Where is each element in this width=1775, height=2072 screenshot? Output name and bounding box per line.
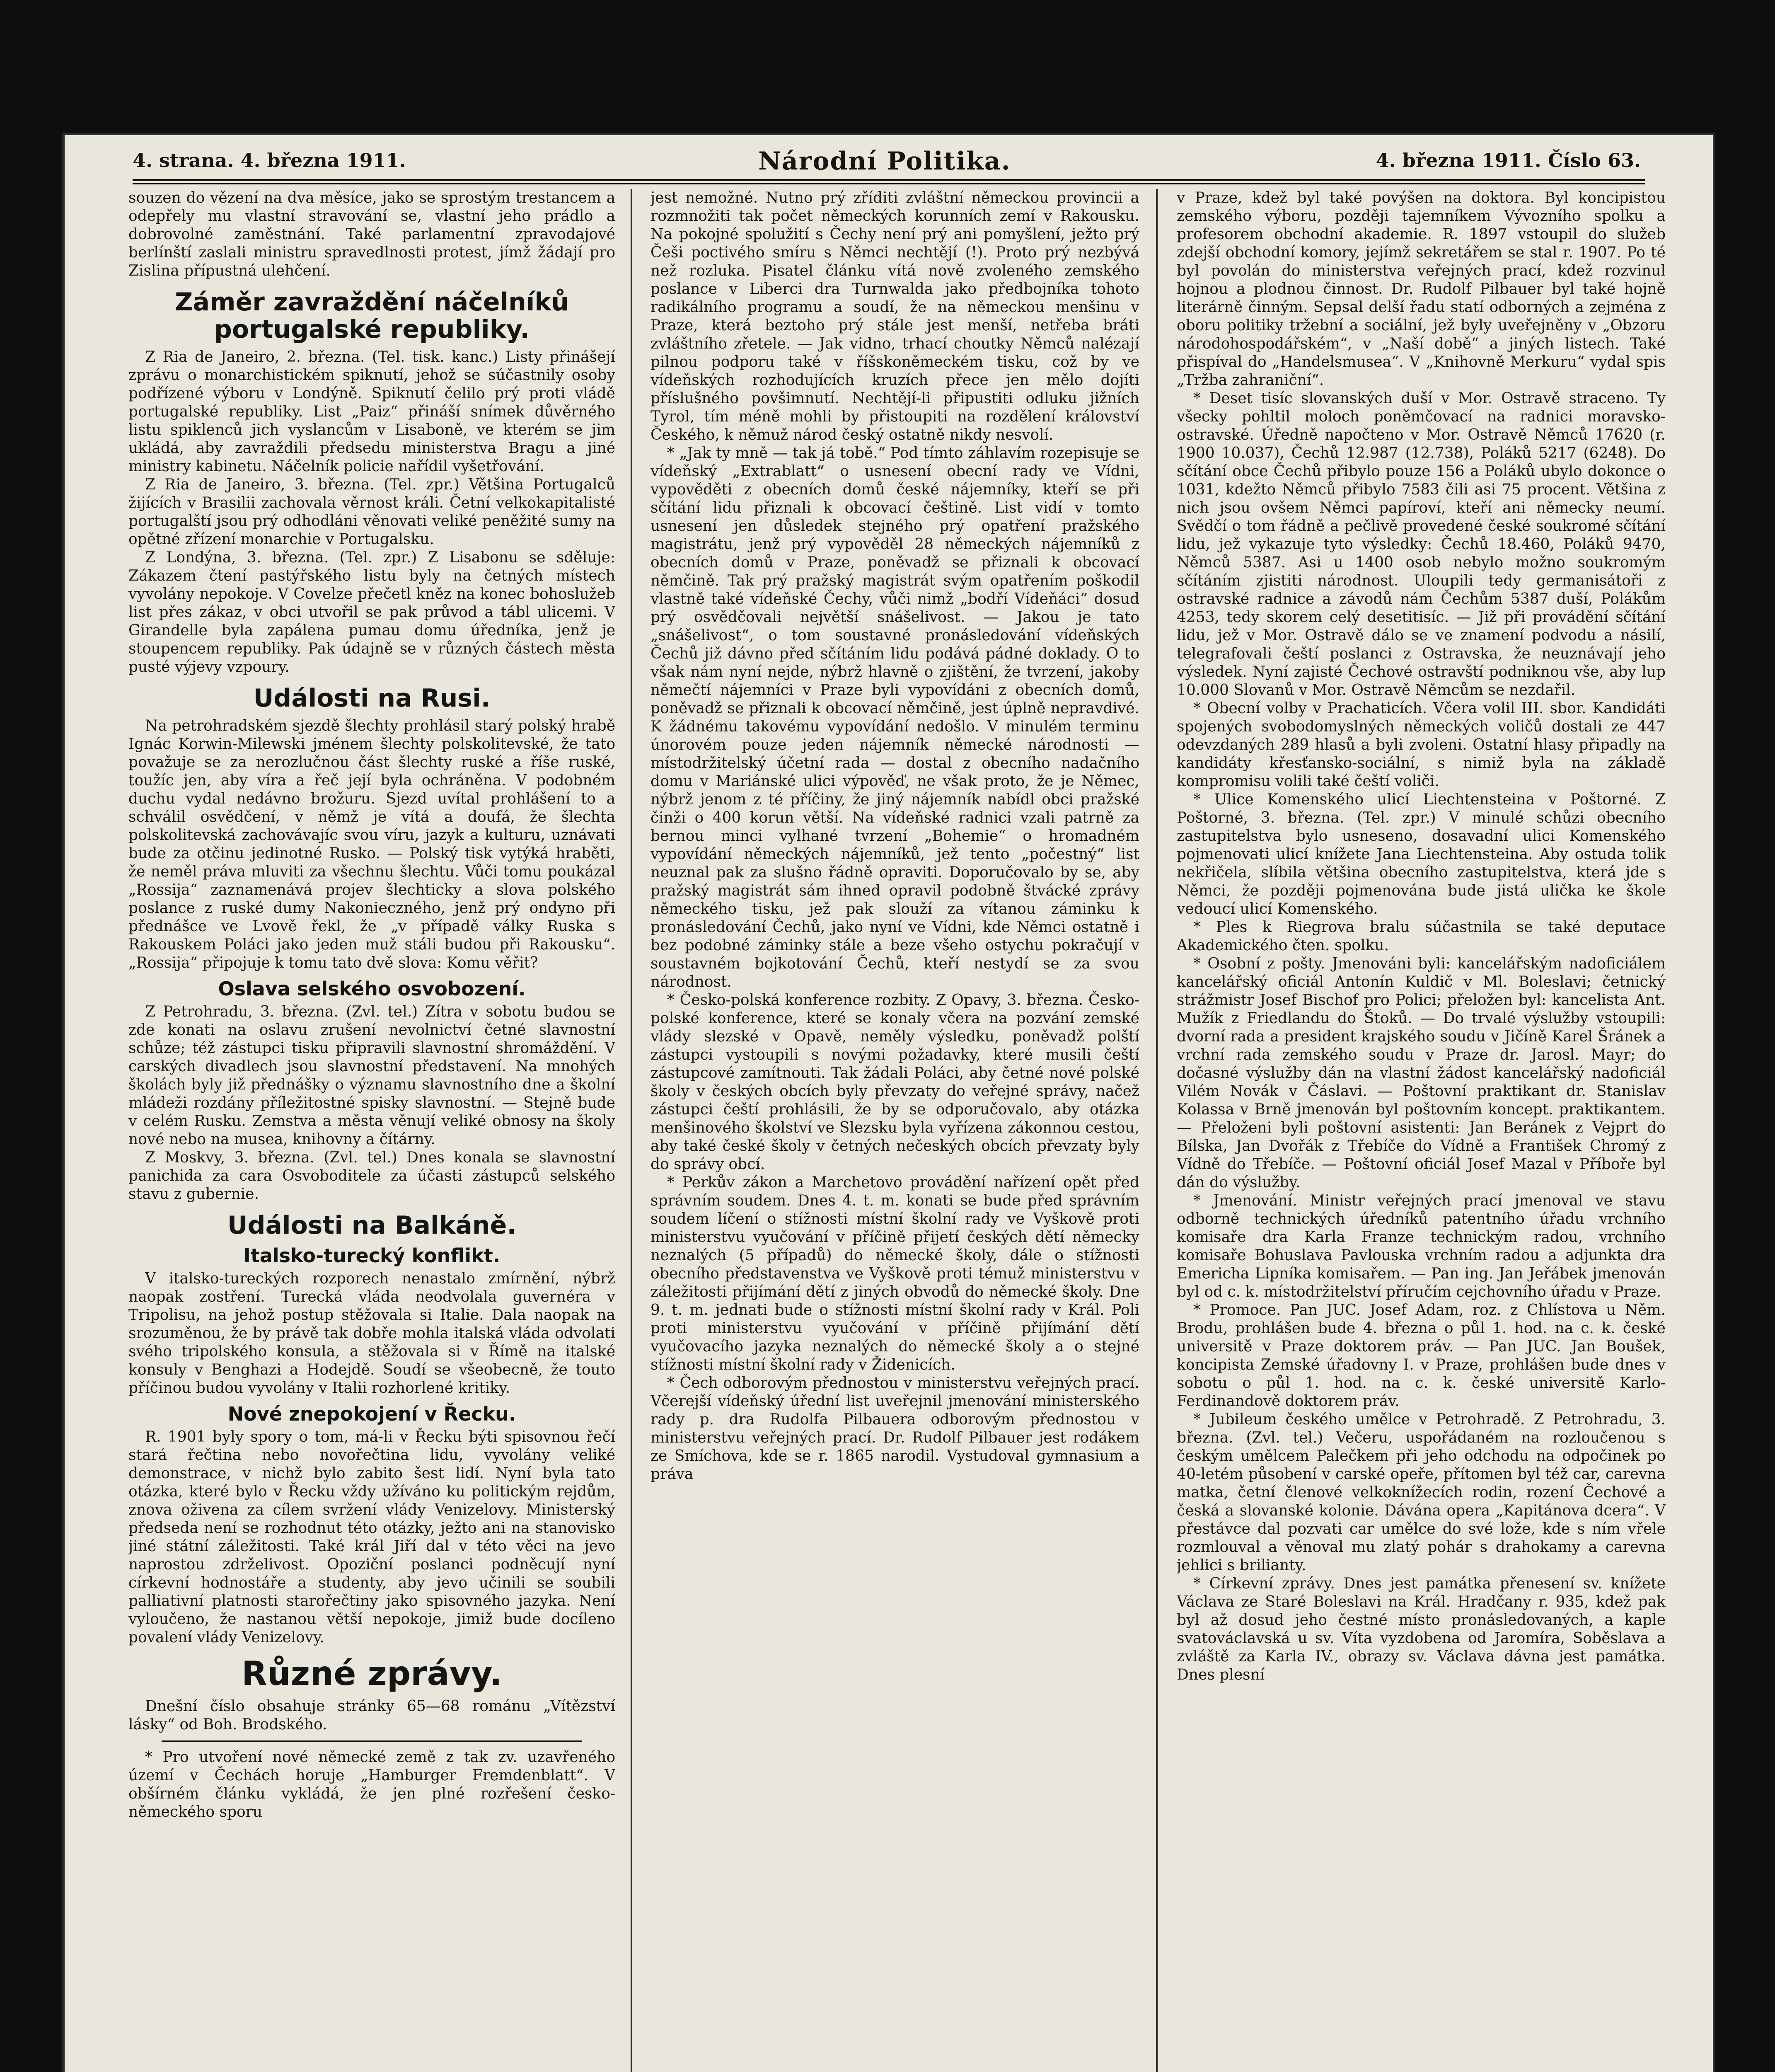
- header-rule-thin: [133, 183, 1645, 184]
- subheadline-italo-turkish: Italsko-turecký konflikt.: [243, 1244, 501, 1267]
- article-paragraph: * Pro utvoření nové německé země z tak zv. uzavřeného území v Čechách horuje „Hamburger Fremdenblatt“. V obšírném článku vykládá, že jen plné rozřešení česko-německého sporu: [128, 1749, 615, 1820]
- article-paragraph: R. 1901 byly spory o tom, má-li v Řecku býti spisovnou řečí stará řečtina nebo novořečtina lidu, vyvolány veliké demonstrace, v nichž bylo zabito šest lidí. Nyní byla tato otázka, které bylo v Řecku vždy užíváno ku politickým rejdům, znova oživena za cílem svržení vlády Venizelovy. Ministerský předseda není se rozhodnut této otázky, ježto ani na stanovisko jiné státní záležitosti. Také král Jiří dal v této věci na jevo naprostou zdrželivost. Opoziční poslanci podněcují nyní církevní hodnostáře a studenty, aby jevo učinili se soubili palliativní platnosti starořečtiny jako spisovného jazyka. Není vyloučeno, že nastanou větší nepokoje, jimiž bude docíleno povalení vlády Venizelovy.: [128, 1428, 615, 1646]
- article-paragraph: * Jmenování. Ministr veřejných prací jmenoval ve stavu odborně technických úředníků patentního úřadu vrchního komisaře dra Karla Franze technickým radou, vrchního komisaře Bohuslava Pavlouska vrchním radou a adjunkta dra Emericha Lipníka komisařem. — Pan ing. Jan Jeřábek jmenován byl od c. k. místodržitelství příručím cejchovního úřadu v Praze.: [1177, 1192, 1666, 1300]
- column-2: [651, 189, 1139, 2072]
- article-paragraph: * „Jak ty mně — tak já tobě.“ Pod tímto záhlavím rozepisuje se vídeňský „Extrablatt“ o usnesení obecní rady ve Vídni, vypověděti z obecních domů české nájemníky, kteří se při sčítání lidu přiznali k obcovací češtině. List vidí v tomto usnesení jen důsledek stejného prý opatření pražského magistrátu, jenž prý vypověděl 28 německých nájemníků z obecních domů v Praze, poněvadž se přiznali k obcovací němčině. Tak prý pražský magistrát svým opatřením poškodil vlastně také vídeňské Čechy, vůči nimž „bodří Vídeňáci“ dosud prý osvědčovali největší snášelivost. — Jakou je tato „snášelivost“, o tom soustavné pronásledování vídeňských Čechů již dávno před sčítáním lidu podává pádné doklady. O to však nám nyní nejde, nýbrž hlavně o zjištění, že tvrzení, jakoby němečtí nájemníci v Praze byli vypovídáni z obecních domů, poněvadž se přiznali k obcovací němčině, jest úplně nepravdivé. K žádnému takovému vypovídání nedošlo. V minulém terminu únorovém pouze jeden nájemník německé národnosti — místodržitelský účetní rada — dostal z obecního nadačního domu v Mariánské ulici výpověď, ne však proto, že je Němec, nýbrž jenom z té příčiny, že jiný nájemník nabídl obci pražské činži o 400 korun větší. Na vídeňské radnici vzali patrně za bernou minci vylhané tvrzení „Bohemie“ o hromadném vypovídání německých nájemníků, jež tento „počestný“ list neuznal pak za slušno řádně opraviti. Doporučovalo by se, aby pražský magistrát sám ihned opravil podobně štvácké zprávy německého tisku, jež pak slouží za vítanou záminku k pronásledování Čechů, jako nyní ve Vídni, kde Němci ostatně i bez podobné záminky stále a beze všeho ostychu pokračují v soustavném bojkotování Čechů, kteří nestydí se za svou národnost.: [651, 445, 1139, 990]
- header-rule: [133, 179, 1645, 181]
- article-continuation: souzen do vězení na dva měsíce, jako se sprostým trestancem a odepřely mu vlastní stravování se, vlastní jeho prádlo a dobrovolné zaměstnání. Také parlamentní zpravodajové berlínští zaslali ministru spravedlnosti protest, jímž žádají pro Zislina přípustná ulehčení.: [128, 189, 615, 279]
- article-paragraph: * Promoce. Pan JUC. Josef Adam, roz. z Chlístova u Něm. Brodu, prohlášen bude 4. března o půl 1. hod. na c. k. české universitě v Praze doktorem práv. — Pan JUC. Jan Boušek, koncipista Zemské úřadovny I. v Praze, prohlášen bude dnes v sobotu o půl 1. hod. na c. k. české universitě Karlo-Ferdinandově doktorem práv.: [1177, 1302, 1666, 1410]
- headline-miscellaneous: Různé zprávy.: [242, 1654, 502, 1693]
- section-divider: [162, 1740, 582, 1742]
- newspaper-page: [62, 133, 1715, 2072]
- article-paragraph: * Osobní z pošty. Jmenováni byli: kancelářským nadoficiálem kancelářský oficiál Antonín Kuldič v Ml. Boleslavi; četnický strážmistr Josef Bischof pro Polici; přeložen byl: kancelista Ant. Mužík z Friedlandu do Štoků. — Do trvalé výslužby vstoupili: dvorní rada a president krajského soudu v Jičíně Karel Šránek a vrchní rada zemského soudu v Praze dr. Jarosl. Mayr; do dočasné výslužby dán na vlastní žádost kancelářský nadoficiál Vilém Novák v Čáslavi. — Poštovní praktikant dr. Stanislav Kolassa v Brně jmenován byl poštovním koncept. praktikantem. — Přeloženi byli poštovní asistenti: Jan Beránek z Vejprt do Bílska, Jan Dvořák z Třebíče do Vídně a František Chromý z Vídně do Třebíče. — Poštovní oficiál Josef Mazal v Příboře byl dán do výslužby.: [1177, 955, 1666, 1191]
- article-paragraph: * Jubileum českého umělce v Petrohradě. Z Petrohradu, 3. března. (Zvl. tel.) Večeru, uspořádaném na rozloučenou s českým umělcem Palečkem při jeho odchodu na odpočinek po 40-letém působení v carské opeře, přítomen byl též car, carevna matka, četní členové velkoknížecích rodin, rození Čechové a česká a slovanské kolonie. Dávána opera „Kapitánova dcera“. V přestávce dal pozvati car umělce do své lože, kde s ním vřele rozmlouval a věnoval mu zlatý pohár s drahokamy a carevna jehlici s brilianty.: [1177, 1411, 1666, 1574]
- subheadline-peasant-liberation: Oslava selského osvobození.: [218, 978, 526, 1000]
- article-paragraph: * Perkův zákon a Marchetovo provádění nařízení opět před správním soudem. Dnes 4. t. m. konati se bude před správním soudem líčení o stížnosti místní školní rady ve Vyškově proti ministerstvu vyučování v příčině přijetí českých dětí německy neznalých (5 případů) do německé školy, dále o stížnosti obecního představenstva ve Vyškově proti témuž ministerstvu v záležitosti přijímání dětí z jiných obvodů do německé školy. Dne 9. t. m. jednati bude o stížnosti místní školní rady v Král. Poli proti ministerstvu vyučování v příčině přijímání dětí vyučovacího jazyka neznalých do německé školy a o stejné stížnosti místní školní rady v Židenicích.: [651, 1174, 1139, 1373]
- article-paragraph: Na petrohradském sjezdě šlechty prohlásil starý polský hrabě Ignác Korwin-Milewski jménem šlechty polskolitevské, že tato považuje se za nerozlučnou část šlechty ruské a říše ruské, toužíc jen, aby víra a řeč její byla ochráněna. V podobném duchu vydal nedávno brožuru. Sjezd uvítal prohlášení to a schválil osvědčení, v němž je vítá a doufá, že šlechta polskolitevská zachovávajíc svou víru, jazyk a kulturu, uznávati bude za otčinu jedinotné Rusko. — Polský tisk vytýká hraběti, že neměl práva mluviti za všechnu šlechtu. Vůči tomu poukázal „Rossija“ zaznamenává projev šlechticky a slova polského poslance z ruské dumy Nakonieczného, jenž prý ondyno při přednášce ve Lvově řekl, že „v případě války Ruska s Rakouskem Poláci jako jeden muž stáli budou při Rakousku“. „Rossija“ připojuje k tomu tato dvě slova: Komu věřit?: [128, 717, 615, 971]
- header-date-issue: 4. března 1911. Číslo 63.: [1376, 149, 1641, 172]
- article-paragraph: Dnešní číslo obsahuje stránky 65—68 románu „Vítězství lásky“ od Boh. Brodského.: [128, 1698, 615, 1733]
- article-continuation: v Praze, kdež byl také povýšen na doktora. Byl koncipistou zemského výboru, později tajemníkem Vývozního spolku a profesorem obchodní akademie. R. 1897 vstoupil do služeb zdejší obchodní komory, jejímž sekretářem se stal r. 1907. Po té byl povolán do ministerstva veřejných prací, kdež rozvinul hojnou a plodnou činnost. Dr. Rudolf Pilbauer byl také hojně literárně činným. Sepsal delší řadu statí odborných a zejména z oboru politiky tržební a sociální, jež byly uveřejněny v „Obzoru národohospodářském“, v „Naší době“ a jiných listech. Také přispíval do „Handelsmusea“. V „Knihovně Merkuru“ vydal spis „Tržba zahraniční“.: [1177, 189, 1666, 389]
- subheadline-greece: Nové znepokojení v Řecku.: [227, 1403, 516, 1425]
- headline-balkans: Události na Balkáně.: [227, 1211, 517, 1240]
- masthead-title: Národní Politika.: [758, 147, 1011, 176]
- column-divider-2: [1156, 189, 1158, 2072]
- article-paragraph: Z Petrohradu, 3. března. (Zvl. tel.) Zítra v sobotu budou se zde konati na oslavu zrušení nevolnictví četné slavnostní schůze; též zástupci tisku připravili slavnostní shromáždění. V carských divadlech jsou slavnostní představení. Na mnohých školách byly již přednášky o významu slavnostního dne a školní mládeži rozdány příležitostné spisky slavnostní. — Stejně bude v celém Rusku. Zemstva a města věnují veliké obnosy na školy nové nebo na musea, knihovny a čítárny.: [128, 1003, 615, 1148]
- article-paragraph: * Obecní volby v Prachaticích. Včera volil III. sbor. Kandidáti spojených svobodomyslných německých voličů dostali ze 447 odevzdaných 289 hlasů a byli zvoleni. Ostatní hlasy připadly na kandidáty křesťansko-sociální, s nimiž byla na základě kompromisu volili také čeští voliči.: [1177, 700, 1666, 790]
- article-paragraph: Z Ria de Janeiro, 2. března. (Tel. tisk. kanc.) Listy přinášejí zprávu o monarchistickém spiknutí, jehož se súčastnily osoby podřízené výboru v Londýně. Spiknutí čelilo prý proti vládě portugalské republiky. List „Paiz“ přináší snímek důvěrného listu spiklenců jich vyslancům v Lisaboně, ve kterém se jim ukládá, aby zavraždili předsedu ministerstva Bragu a jiné ministry kabinetu. Náčelník policie nařídil vyšetřování.: [128, 349, 615, 475]
- column-divider-1: [631, 189, 632, 2072]
- article-paragraph: Z Ria de Janeiro, 3. března. (Tel. zpr.) Většina Portugalců žijících v Brasilii zachovala věrnost králi. Četní velkokapitalisté portugalští jsou prý odhodláni věnovati veliké peněžité sumy na opětné zřízení monarchie v Portugalsku.: [128, 476, 615, 548]
- headline-portugal: Záměr zavraždění náčelníků portugalské republiky.: [175, 288, 569, 344]
- article-paragraph: * Ulice Komenského ulicí Liechtensteina v Poštorné. Z Poštorné, 3. března. (Tel. zpr.) V minulé schůzi obecního zastupitelstva bylo usneseno, dosavadní ulici Komenského pojmenovati ulicí knížete Jana Liechtensteina. Aby ostuda tolik nekřičela, slíbila většina obecního zastupitelstva, která jde s Němci, že později pojmenována bude jistá ulička ke škole vedoucí ulicí Komenského.: [1177, 791, 1666, 917]
- article-paragraph: V italsko-tureckých rozporech nenastalo zmírnění, nýbrž naopak zostření. Turecká vláda neodvolala guvernéra v Tripolisu, na jehož postup stěžovala si Italie. Dala naopak na srozuměnou, že by právě tak dobře mohla italská vláda odvolati svého tripolského konsula, a stěžovala si v Římě na italské konsuly v Benghazi a Hodejdě. Soudí se všeobecně, že touto příčinou budou vyvolány v Italii rozhorlené kritiky.: [128, 1270, 615, 1397]
- article-paragraph: * Česko-polská konference rozbity. Z Opavy, 3. března. Česko-polské konference, které se konaly včera na pozvání zemské vlády slezské v Opavě, neměly výsledku, poněvadž polští zástupci vystoupili s novými požadavky, které musili čeští zástupcové zamítnouti. Tak žádali Poláci, aby četné nové polské školy v českých obcích byly převzaty do veřejné správy, načež zástupci čeští prohlásili, že by se odporučovalo, aby otázka menšinového školství ve Slezsku byla vyřízena zákonnou cestou, aby také české školy v četných nečeských obcích převzaty byly do správy obcí.: [651, 992, 1139, 1173]
- article-paragraph: * Církevní zprávy. Dnes jest památka přenesení sv. knížete Václava ze Staré Boleslavi na Král. Hradčany r. 935, kdež pak byl až dosud jeho čestné místo pronásledovaných, a kaple svatováclavská u sv. Víta vyzdobena od Jaromíra, Soběslava a zvláště za Karla IV., obrazy sv. Václava dávna jest památka. Dnes plesní: [1177, 1575, 1666, 1683]
- article-paragraph: * Ples k Riegrova bralu súčastnila se také deputace Akademického čten. spolku.: [1177, 919, 1666, 954]
- column-1: [128, 189, 615, 2072]
- header-page-date: 4. strana. 4. března 1911.: [133, 149, 406, 172]
- article-paragraph: Z Londýna, 3. března. (Tel. zpr.) Z Lisabonu se sděluje: Zákazem čtení pastýřského listu byly na četných místech vyvolány nepokoje. V Covelze přečetl kněz na konec bohoslužeb list přes zákaz, v obci utvořil se pak průvod a tábl ulicemi. V Girandelle byla zapálena pumau domu úředníka, jenž je stoupencem republiky. Pak údajně se v různých částech města pusté výjevy vzpoury.: [128, 549, 615, 675]
- article-continuation: jest nemožné. Nutno prý zříditi zvláštní německou provincii a rozmnožiti tak počet německých korunních zemí v Rakousku. Na pokojné spolužití s Čechy není prý ani pomyšlení, ježto prý Češi poctivého smíru s Němci nechtějí (!). Proto prý nezbývá než rozluka. Pisatel článku vítá nově zvoleného zemského poslance v Liberci dra Turnwalda jako předbojníka tohoto radikálního programu a soudí, že na německou menšinu v Praze, která beztoho prý stále jest menší, netřeba bráti zvláštního zřetele. — Jak vidno, trhací choutky Němců nalézají pilnou podporu také v říšskoněmeckém tisku, což by ve vídeňských rozhodujících kruzích přece jen mělo dojíti příslušného povšimnutí. Nechtějí-li připustiti odluku jižních Tyrol, tím méně mohli by přistoupiti na rozdělení království Českého, k němuž národ český ostatně nikdy nesvolí.: [651, 189, 1139, 443]
- headline-russia: Události na Rusi.: [253, 684, 491, 713]
- article-paragraph: Z Moskvy, 3. března. (Zvl. tel.) Dnes konala se slavnostní panichida za cara Osvoboditele za účasti zástupců selského stavu z gubernie.: [128, 1149, 615, 1203]
- article-paragraph: * Čech odborovým přednostou v ministerstvu veřejných prací. Včerejší vídeňský úřední list uveřejnil jmenování ministerského rady p. dra Rudolfa Pilbauera odborovým přednostou v ministerstvu veřejných prací. Dr. Rudolf Pilbauer jest rodákem ze Smíchova, kde se r. 1865 narodil. Vystudoval gymnasium a práva: [651, 1375, 1139, 1483]
- article-paragraph: * Deset tisíc slovanských duší v Mor. Ostravě straceno. Ty všecky pohltil moloch poněmčovací na radnici moravsko-ostravské. Úředně napočteno v Mor. Ostravě Němců 17620 (r. 1900 10.037), Čechů 12.987 (12.738), Poláků 5217 (6248). Do sčítání obce Čechů přibylo pouze 156 a Poláků ubylo dokonce o 1031, kdežto Němců přibylo 7583 čili asi 75 procent. Většina z nich jsou ovšem Němci papíroví, kteří ani německy neumí. Svědčí o tom řádně a pečlivě provedené české soukromé sčítání lidu, jež vykazuje tyto výsledky: Čechů 18.460, Poláků 9470, Němců 5387. Asi u 1400 osob nebylo možno soukromým sčítáním zjistiti národnost. Uloupili tedy germanisátoři z ostravské radnice a závodů nám Čechům 5387 duší, Polákům 4253, tedy skorem celý desetitisíc. — Již při provádění sčítání lidu, jež v Mor. Ostravě dálo se ve znamení podvodu a násilí, telegrafovali čeští poslanci z Ostravska, že neuznávají jeho výsledek. Nyní zajisté Čechové ostravští podniknou vše, aby lup 10.000 Slovanů v Mor. Ostravě Němcům se nezdařil.: [1177, 390, 1666, 699]
- column-3: [1177, 189, 1666, 2072]
